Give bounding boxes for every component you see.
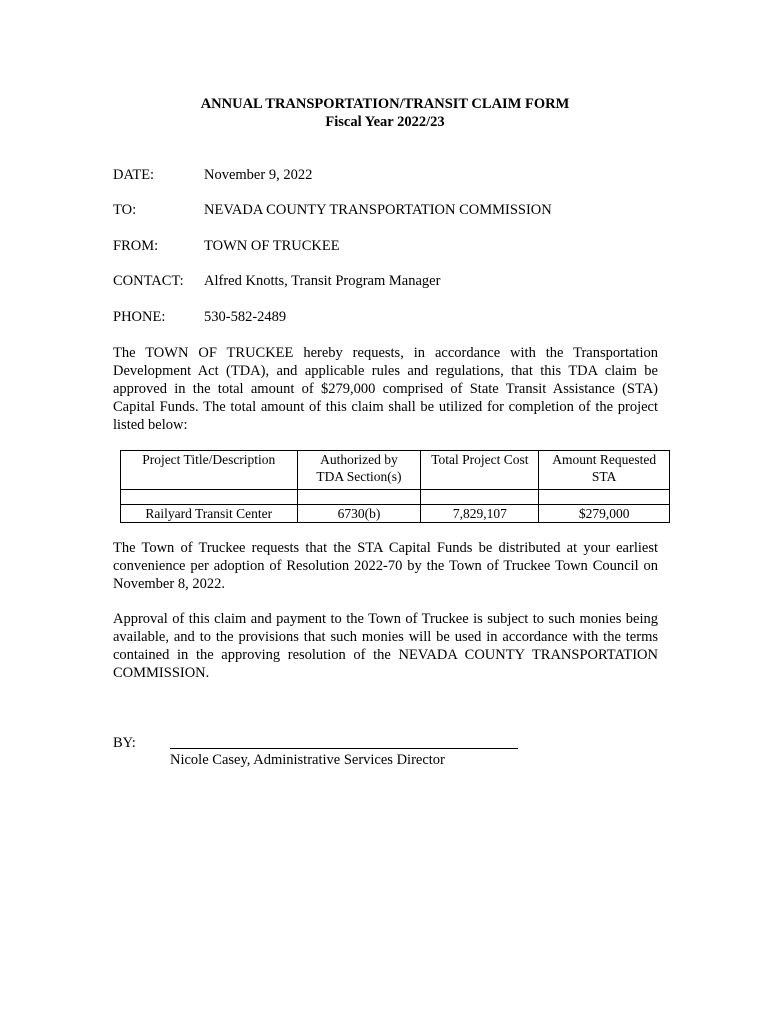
blank-cell (121, 490, 298, 505)
blank-cell (421, 490, 539, 505)
total-cost-cell: 7,829,107 (421, 505, 539, 523)
date-row (113, 165, 673, 185)
from-label: FROM: (113, 238, 159, 254)
blank-cell (539, 490, 670, 505)
date-label: DATE: (113, 167, 155, 183)
contact-value: Alfred Knotts, Transit Program Manager (204, 273, 441, 289)
to-label: TO: (113, 202, 137, 218)
section-cell: 6730(b) (297, 505, 421, 523)
contact-row (113, 271, 673, 291)
to-value: NEVADA COUNTY TRANSPORTATION COMMISSION (204, 202, 552, 218)
header-total-cost (421, 451, 539, 490)
from-value: TOWN OF TRUCKEE (204, 238, 340, 254)
blank-cell (297, 490, 421, 505)
phone-label: PHONE: (113, 309, 166, 325)
contact-label: CONTACT: (113, 273, 184, 289)
project-table (120, 450, 670, 523)
header-amount-line2: STA (591, 469, 617, 484)
distribution-paragraph: The Town of Truckee requests that the STA Capital Funds be distributed at your earliest convenience per adoption of Resolution 2022-70 by the Town of Truckee Town Council on November 8, 2022. (113, 540, 658, 592)
form-title: ANNUAL TRANSPORTATION/TRANSIT CLAIM FORM (200, 96, 570, 112)
phone-value: 530-582-2489 (204, 309, 287, 325)
date-value: November 9, 2022 (204, 167, 313, 183)
header-authorized (297, 451, 421, 490)
signature-label: BY: (113, 735, 136, 751)
from-row (113, 236, 673, 256)
header-amount (539, 451, 670, 490)
to-row (113, 200, 673, 220)
phone-row (113, 307, 673, 327)
fiscal-year: Fiscal Year 2022/23 (325, 114, 445, 130)
approval-paragraph: Approval of this claim and payment to the Town of Truckee is subject to such monies being available, and to the provisions that such monies will be used in accordance with the terms contained in the approving resolution of the NEVADA COUNTY TRANSPORTATION COMMISSION. (113, 611, 658, 681)
header-total-cost-label: Total Project Cost (431, 452, 529, 467)
signatory-name: Nicole Casey, Administrative Services Director (170, 752, 445, 768)
table-header-row (121, 451, 670, 490)
header-amount-line1: Amount Requested (552, 452, 657, 467)
amount-cell: $279,000 (539, 505, 670, 523)
header-project (121, 451, 298, 490)
header-authorized-line1: Authorized by (320, 452, 398, 467)
form-header (0, 95, 770, 131)
table-row (121, 505, 670, 523)
project-cell: Railyard Transit Center (121, 505, 298, 523)
header-project-label: Project Title/Description (142, 452, 276, 467)
request-paragraph: The TOWN OF TRUCKEE hereby requests, in accordance with the Transportation Development Act (TDA), and applicable rules and regulations, that this TDA claim be approved in the total amount of $279,000 comprised of State Transit Assistance (STA) Capital Funds. The total amount of this claim shall be utilized for completion of the project listed below: (113, 345, 658, 433)
table-blank-row (121, 490, 670, 505)
signature-line (170, 748, 518, 749)
header-authorized-line2: TDA Section(s) (316, 469, 402, 484)
